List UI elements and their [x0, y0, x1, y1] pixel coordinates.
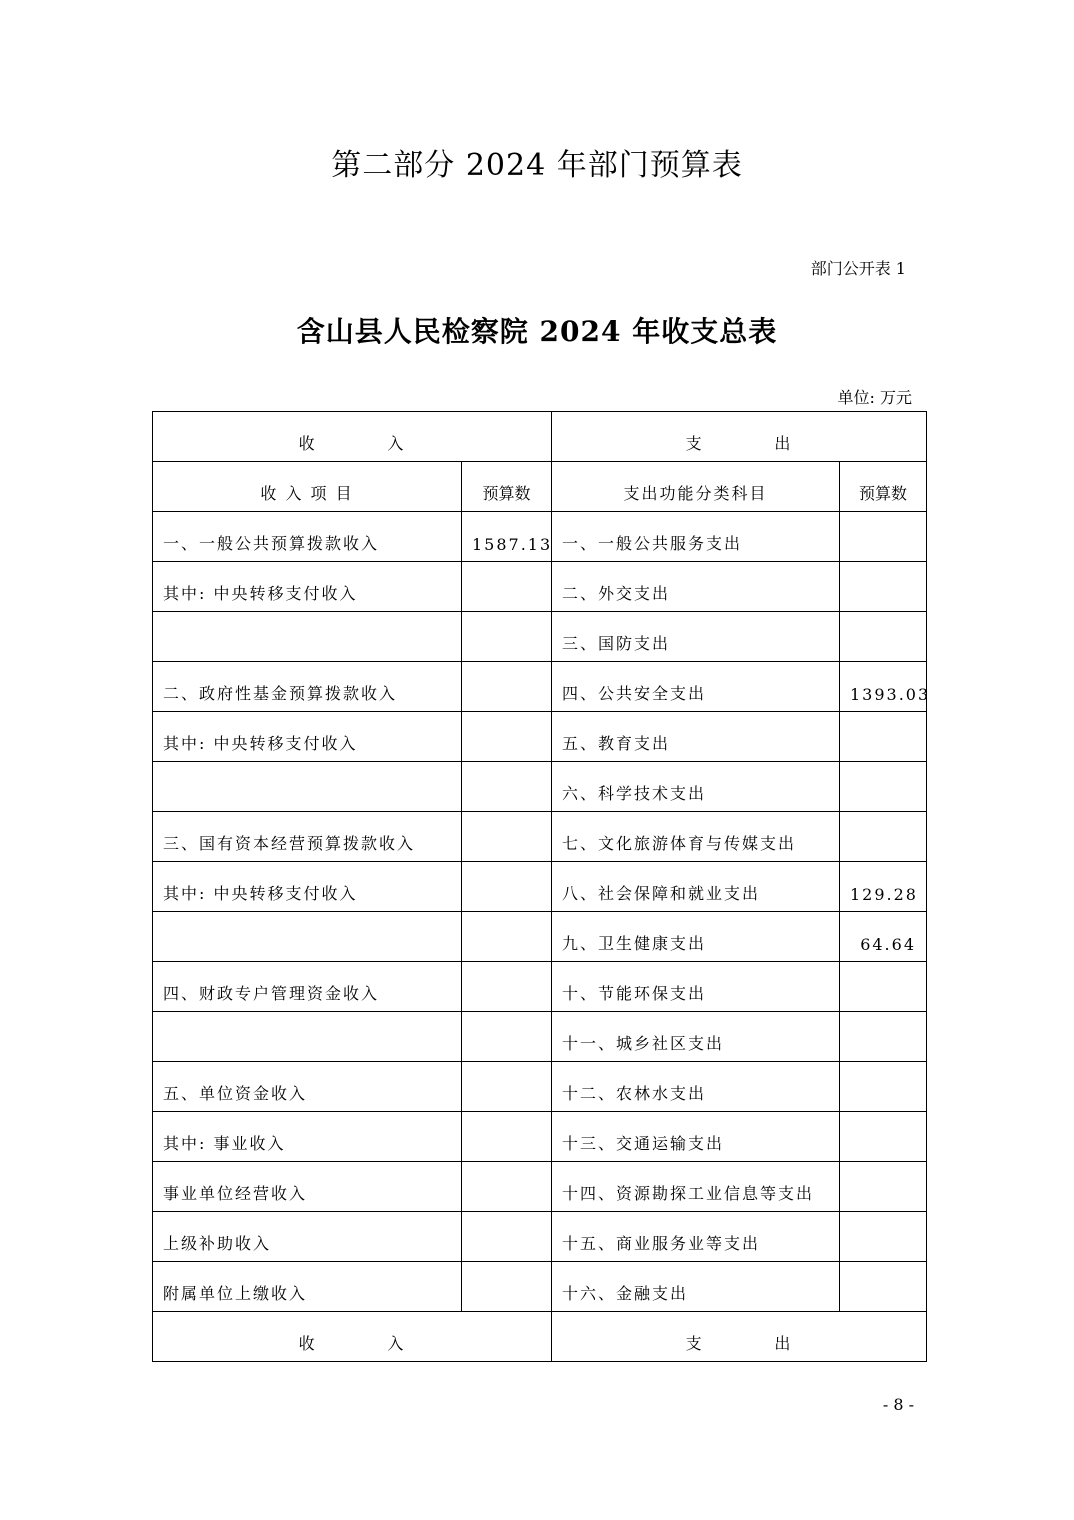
expense-amount	[840, 1012, 927, 1062]
income-item: 二、政府性基金预算拨款收入	[153, 662, 462, 712]
expense-amount	[840, 1162, 927, 1212]
income-item	[153, 762, 462, 812]
expense-item: 五、教育支出	[552, 712, 840, 762]
income-item: 五、单位资金收入	[153, 1062, 462, 1112]
income-item: 三、国有资本经营预算拨款收入	[153, 812, 462, 862]
income-item	[153, 1012, 462, 1062]
income-item: 其中: 事业收入	[153, 1112, 462, 1162]
expense-amount: 1393.03	[840, 662, 927, 712]
table-row	[153, 812, 927, 862]
income-item: 其中: 中央转移支付收入	[153, 712, 462, 762]
page-title: 含山县人民检察院 2024 年收支总表	[296, 315, 778, 348]
table-row	[153, 762, 927, 812]
budget-table	[152, 411, 931, 1362]
expense-amount	[840, 1262, 927, 1312]
table-row	[153, 1112, 927, 1162]
expense-amount	[840, 812, 927, 862]
expense-amount	[840, 1212, 927, 1262]
expense-amount-header: 预算数	[840, 462, 927, 512]
expense-item: 十三、交通运输支出	[552, 1112, 840, 1162]
table-row	[153, 1012, 927, 1062]
column-header-row	[153, 462, 927, 512]
income-item: 其中: 中央转移支付收入	[153, 862, 462, 912]
expense-amount: 64.64	[840, 912, 927, 962]
expense-item: 三、国防支出	[552, 612, 840, 662]
expense-amount	[840, 612, 927, 662]
expense-item: 二、外交支出	[552, 562, 840, 612]
income-amount	[462, 962, 552, 1012]
table-row	[153, 662, 927, 712]
expense-amount	[840, 562, 927, 612]
income-amount	[462, 1212, 552, 1262]
income-item: 四、财政专户管理资金收入	[153, 962, 462, 1012]
table-number: 部门公开表 1	[810, 259, 906, 278]
income-amount	[462, 1012, 552, 1062]
table-row	[153, 712, 927, 762]
table-row	[153, 912, 927, 962]
income-item	[153, 612, 462, 662]
income-item	[153, 912, 462, 962]
income-item: 一、一般公共预算拨款收入	[153, 512, 462, 562]
income-amount	[462, 862, 552, 912]
expense-item-header: 支出功能分类科目	[552, 462, 840, 512]
expense-item: 六、科学技术支出	[552, 762, 840, 812]
income-amount	[462, 762, 552, 812]
table-row	[153, 562, 927, 612]
expense-footer: 支 出	[552, 1312, 927, 1362]
income-amount	[462, 1162, 552, 1212]
table-footer-row	[153, 1312, 927, 1362]
income-amount-header: 预算数	[462, 462, 552, 512]
expense-header: 支 出	[552, 412, 927, 462]
income-item-header: 收 入 项 目	[153, 462, 462, 512]
income-item: 事业单位经营收入	[153, 1162, 462, 1212]
income-footer: 收 入	[153, 1312, 552, 1362]
table-row	[153, 1262, 927, 1312]
table-row	[153, 1212, 927, 1262]
income-amount	[462, 612, 552, 662]
expense-item: 四、公共安全支出	[552, 662, 840, 712]
income-item: 附属单位上缴收入	[153, 1262, 462, 1312]
income-amount	[462, 562, 552, 612]
income-amount	[462, 1262, 552, 1312]
table-row	[153, 612, 927, 662]
expense-item: 十五、商业服务业等支出	[552, 1212, 840, 1262]
income-amount: 1587.13	[462, 512, 552, 562]
income-amount	[462, 912, 552, 962]
table-header-row	[153, 412, 927, 462]
expense-item: 十一、城乡社区支出	[552, 1012, 840, 1062]
expense-amount	[840, 1062, 927, 1112]
table-row	[153, 1062, 927, 1112]
income-item: 其中: 中央转移支付收入	[153, 562, 462, 612]
table-row	[153, 512, 927, 562]
income-amount	[462, 1062, 552, 1112]
unit-label: 单位: 万元	[837, 388, 912, 407]
expense-item: 一、一般公共服务支出	[552, 512, 840, 562]
income-amount	[462, 712, 552, 762]
expense-amount	[840, 712, 927, 762]
expense-item: 十二、农林水支出	[552, 1062, 840, 1112]
expense-amount	[840, 962, 927, 1012]
income-amount	[462, 812, 552, 862]
income-header: 收 入	[153, 412, 552, 462]
expense-item: 八、社会保障和就业支出	[552, 862, 840, 912]
table-row	[153, 1162, 927, 1212]
expense-amount: 129.28	[840, 862, 927, 912]
income-amount	[462, 662, 552, 712]
expense-item: 七、文化旅游体育与传媒支出	[552, 812, 840, 862]
section-title: 第二部分 2024 年部门预算表	[331, 148, 743, 183]
table-row	[153, 962, 927, 1012]
table-row	[153, 862, 927, 912]
page-number: - 8 -	[882, 1395, 914, 1414]
expense-amount	[840, 762, 927, 812]
expense-amount	[840, 1112, 927, 1162]
income-item: 上级补助收入	[153, 1212, 462, 1262]
expense-item: 十、节能环保支出	[552, 962, 840, 1012]
expense-item: 九、卫生健康支出	[552, 912, 840, 962]
expense-item: 十四、资源勘探工业信息等支出	[552, 1162, 840, 1212]
income-amount	[462, 1112, 552, 1162]
expense-item: 十六、金融支出	[552, 1262, 840, 1312]
expense-amount	[840, 512, 927, 562]
